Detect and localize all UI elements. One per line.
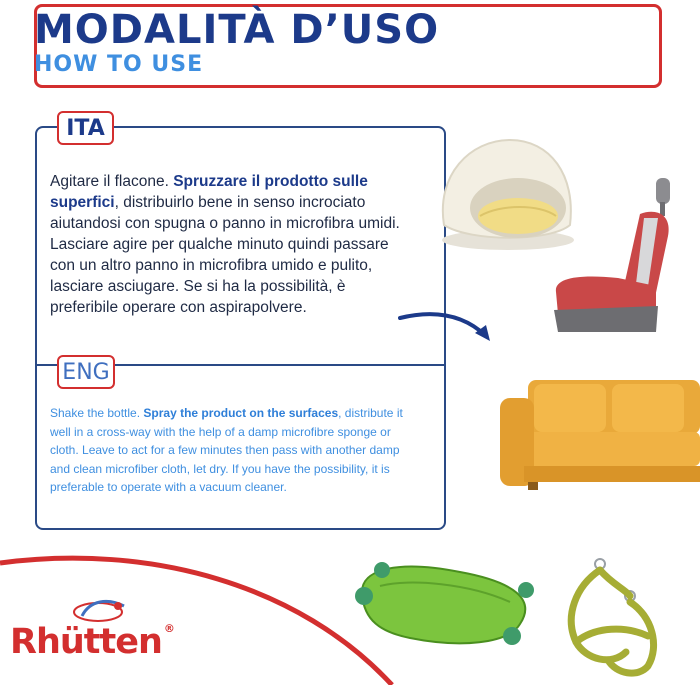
- english-text-bold: Spray the product on the surfaces: [143, 406, 339, 420]
- italian-text-start: Agitare il flacone.: [50, 173, 174, 190]
- page-subtitle: HOW TO USE: [34, 52, 204, 77]
- brand-name-text: Rhütten: [10, 622, 162, 662]
- english-text-start: Shake the bottle.: [50, 406, 144, 420]
- lang-tab-ita: ITA: [57, 111, 114, 145]
- brand-emblem-icon: [68, 596, 138, 624]
- dog-harness-illustration: [556, 556, 668, 680]
- lang-tab-eng: ENG: [57, 355, 115, 389]
- page-title: MODALITÀ D’USO: [34, 7, 440, 53]
- car-seat-illustration: [548, 174, 678, 336]
- pet-cushion-illustration: [340, 556, 545, 656]
- sofa-illustration: [498, 376, 700, 492]
- arrow-icon: [398, 308, 498, 348]
- english-text-end: , distribute it well in a cross-way with the help of a damp microfibre sponge or cloth. Leave to act for a few minutes then pass with another damp and clean microfiber cloth, let dry. If you have the possibility, it is preferable to operate with a vacuum cleaner.: [50, 406, 403, 494]
- italian-instructions: [50, 171, 405, 318]
- italian-text-bold: Spruzzare il prodotto sulle superfici: [50, 173, 368, 211]
- registered-mark: ®: [163, 622, 174, 635]
- brand-name: [10, 622, 174, 662]
- brand-logo: [10, 596, 200, 676]
- english-instructions: [50, 404, 422, 497]
- italian-text-end: , distribuirlo bene in senso incrociato aiutandosi con spugna o panno in microfibra umidi. Lasciare agire per qualche minuto quindi passare con un altro panno in microfibra umido e pulito, lasciare asciugare. Se si ha la possibilità, è preferibile operare con aspirapolvere.: [50, 194, 400, 316]
